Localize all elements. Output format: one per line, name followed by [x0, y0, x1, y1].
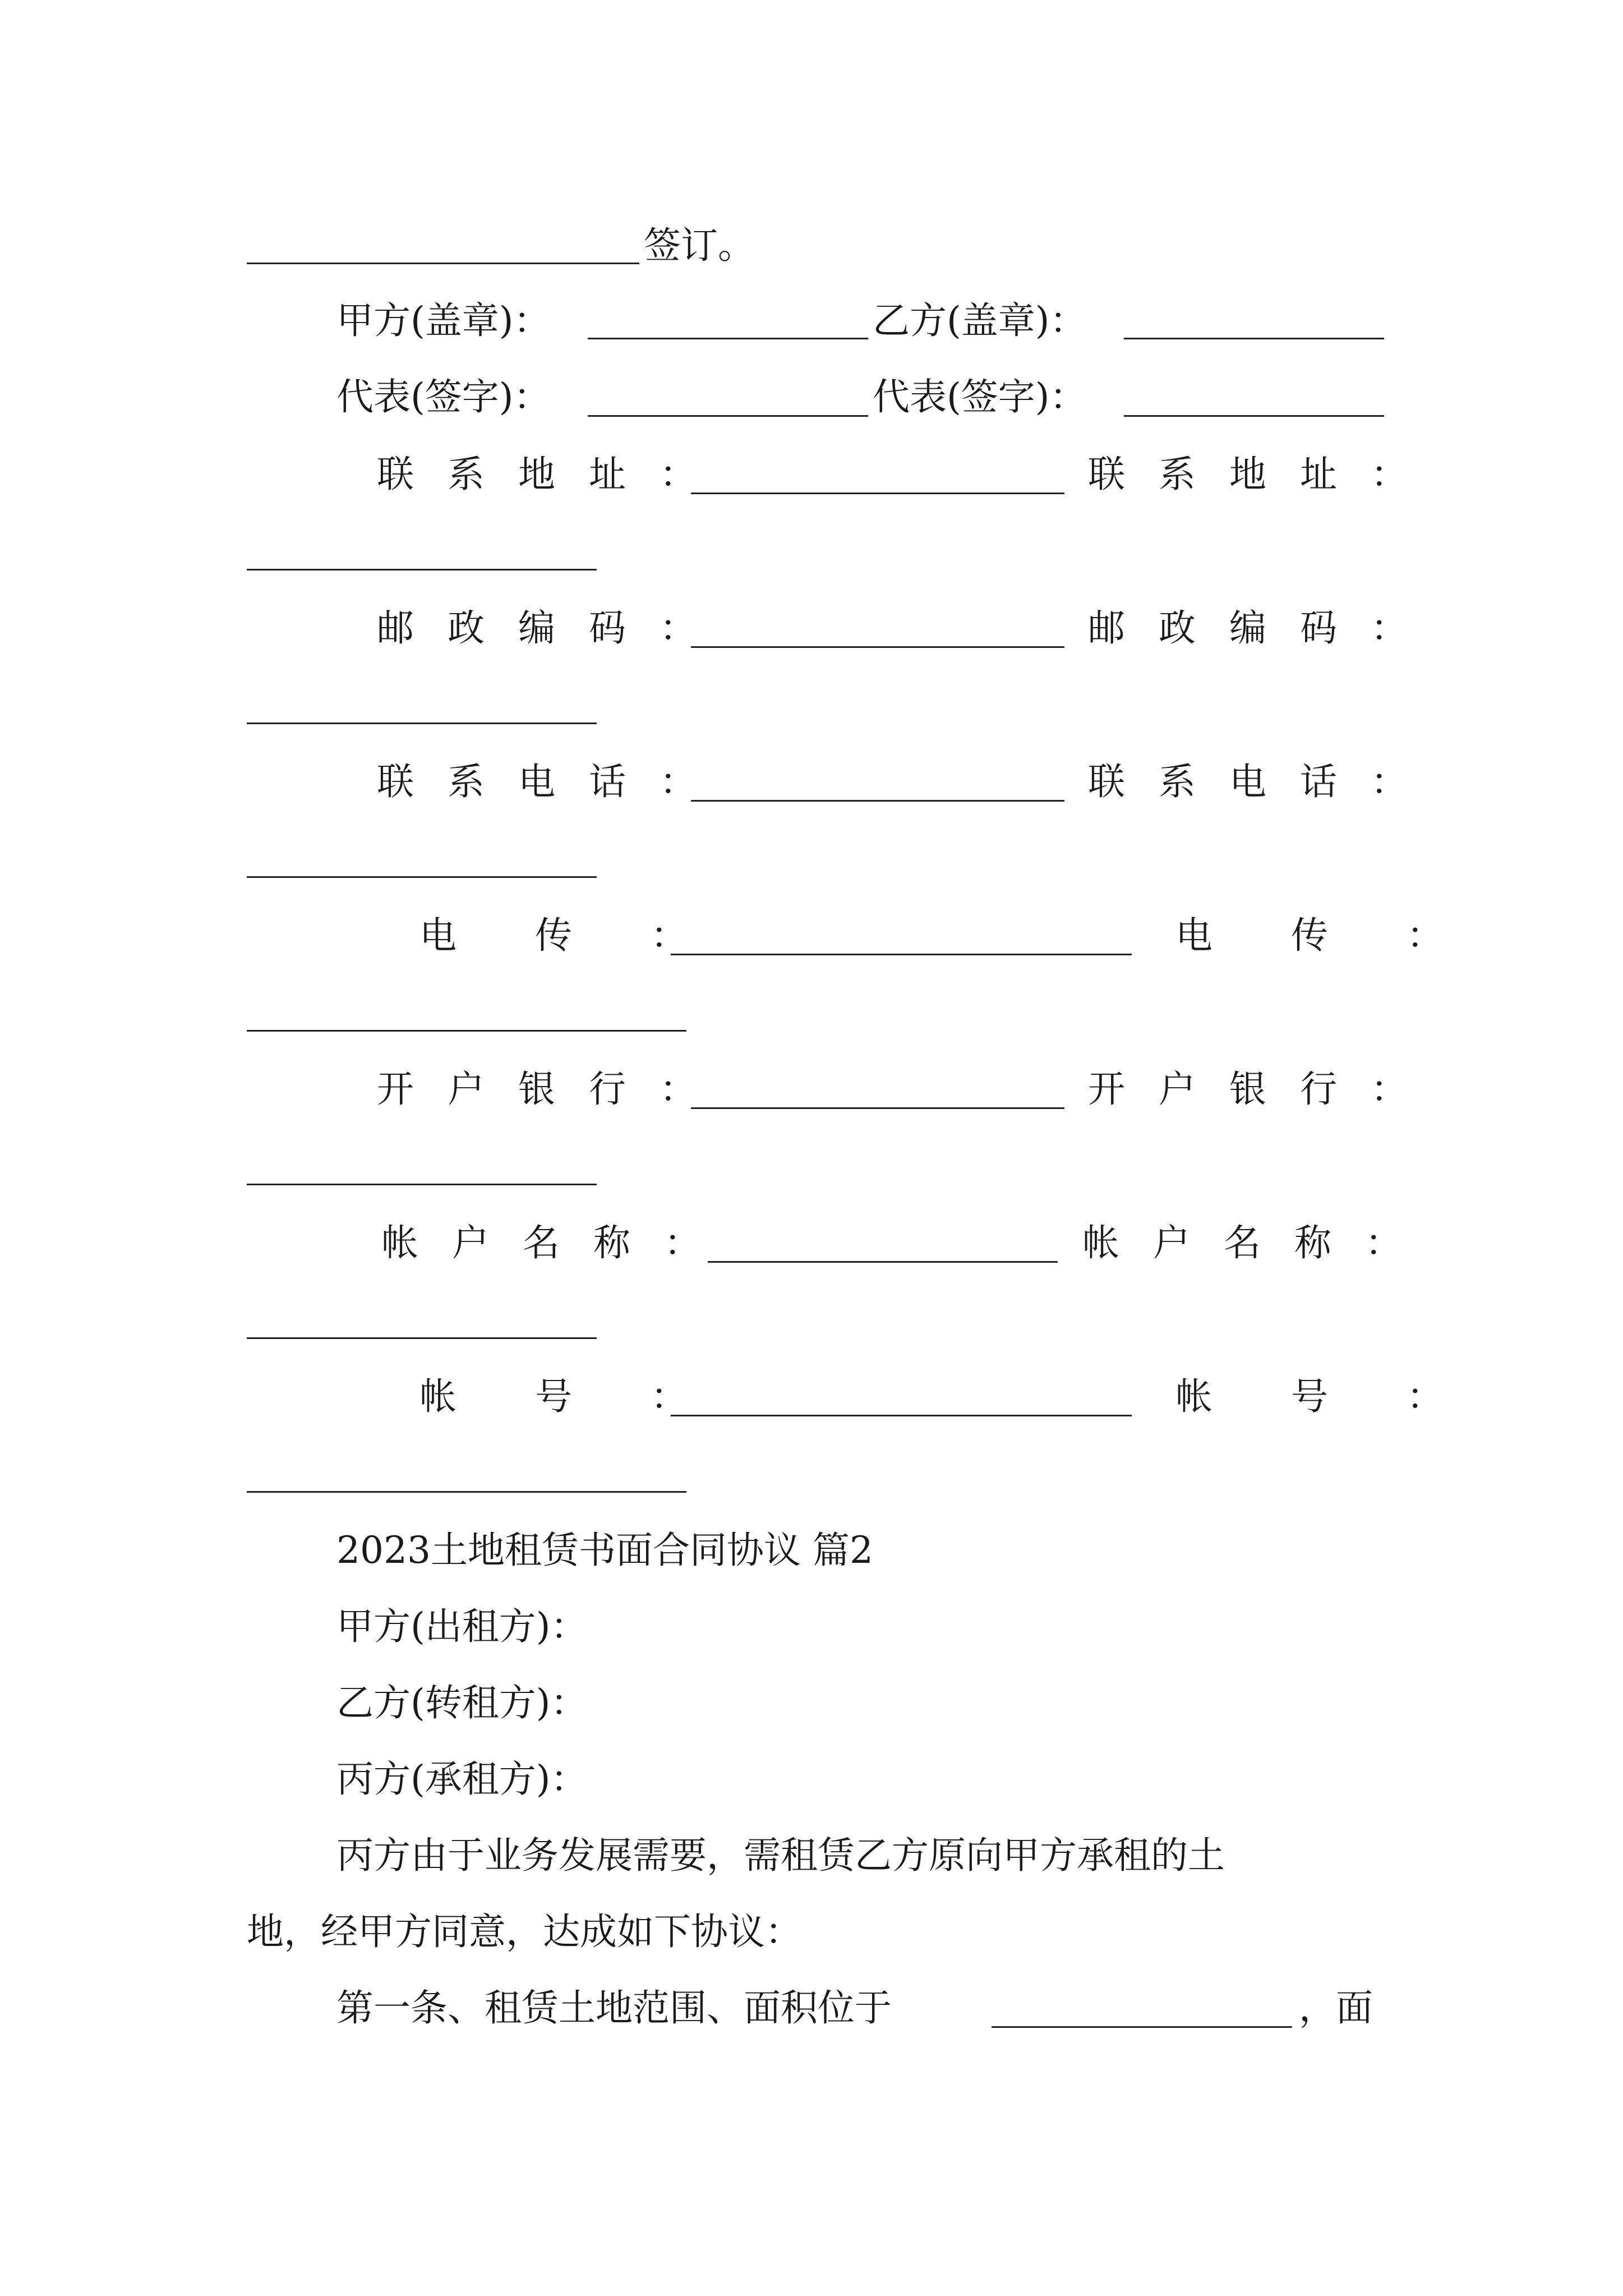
party-b-seal-label: 乙方(盖章)： [873, 299, 1087, 342]
lessor-label: 甲方(出租方)： [336, 1605, 588, 1648]
blank-line [691, 493, 1064, 494]
blank-line [247, 876, 597, 878]
party-a-seal-label: 甲方(盖章)： [336, 299, 551, 342]
article-1-suffix: ，面 [1299, 1986, 1373, 2030]
bank-label-a: 开户银行： [377, 1068, 730, 1111]
sublessor-label: 乙方(转租方)： [336, 1681, 588, 1724]
address-label-a: 联系地址： [377, 453, 730, 496]
blank-line [691, 646, 1064, 648]
lessee-label: 丙方(承租方)： [336, 1757, 588, 1801]
fax-label-b: 电传： [1175, 914, 1522, 957]
account-no-label-b: 帐号： [1175, 1375, 1522, 1418]
blank-line [671, 954, 1132, 955]
account-name-label-b: 帐户名称： [1082, 1221, 1436, 1264]
phone-label-a: 联系电话： [377, 760, 730, 803]
blank-line [1124, 415, 1384, 417]
blank-line [247, 1337, 597, 1339]
section-title: 2023土地租赁书面合同协议 篇2 [336, 1529, 873, 1572]
blank-line [708, 1261, 1058, 1263]
intro-paragraph-line-1: 丙方由于业务发展需要，需租赁乙方原向甲方承租的土 [336, 1834, 1225, 1877]
blank-line [1124, 338, 1384, 339]
blank-line [247, 1184, 597, 1185]
blank-line [247, 569, 597, 570]
blank-line [247, 723, 597, 724]
article-1-prefix: 第一条、租赁土地范围、面积位于 [336, 1986, 892, 2030]
blank-line [691, 1107, 1064, 1109]
blank-line [247, 263, 639, 264]
postcode-label-a: 邮政编码： [377, 606, 730, 650]
account-no-label-a: 帐号： [419, 1375, 766, 1418]
address-label-b: 联系地址： [1088, 453, 1441, 496]
rep-a-label: 代表(签字)： [336, 375, 551, 418]
sign-text: 签订。 [644, 224, 755, 267]
rep-b-label: 代表(签字)： [873, 375, 1087, 418]
blank-line [588, 415, 868, 417]
blank-line [588, 338, 868, 339]
fax-label-a: 电传： [419, 914, 766, 957]
blank-line [691, 800, 1064, 802]
postcode-label-b: 邮政编码： [1088, 606, 1441, 650]
blank-line [247, 1491, 686, 1493]
blank-line [247, 1030, 686, 1032]
blank-line [992, 2026, 1292, 2028]
blank-line [671, 1415, 1132, 1416]
intro-paragraph-line-2: 地，经甲方同意，达成如下协议： [247, 1910, 802, 1953]
phone-label-b: 联系电话： [1088, 760, 1441, 803]
account-name-label-a: 帐户名称： [381, 1221, 735, 1264]
bank-label-b: 开户银行： [1088, 1068, 1441, 1111]
